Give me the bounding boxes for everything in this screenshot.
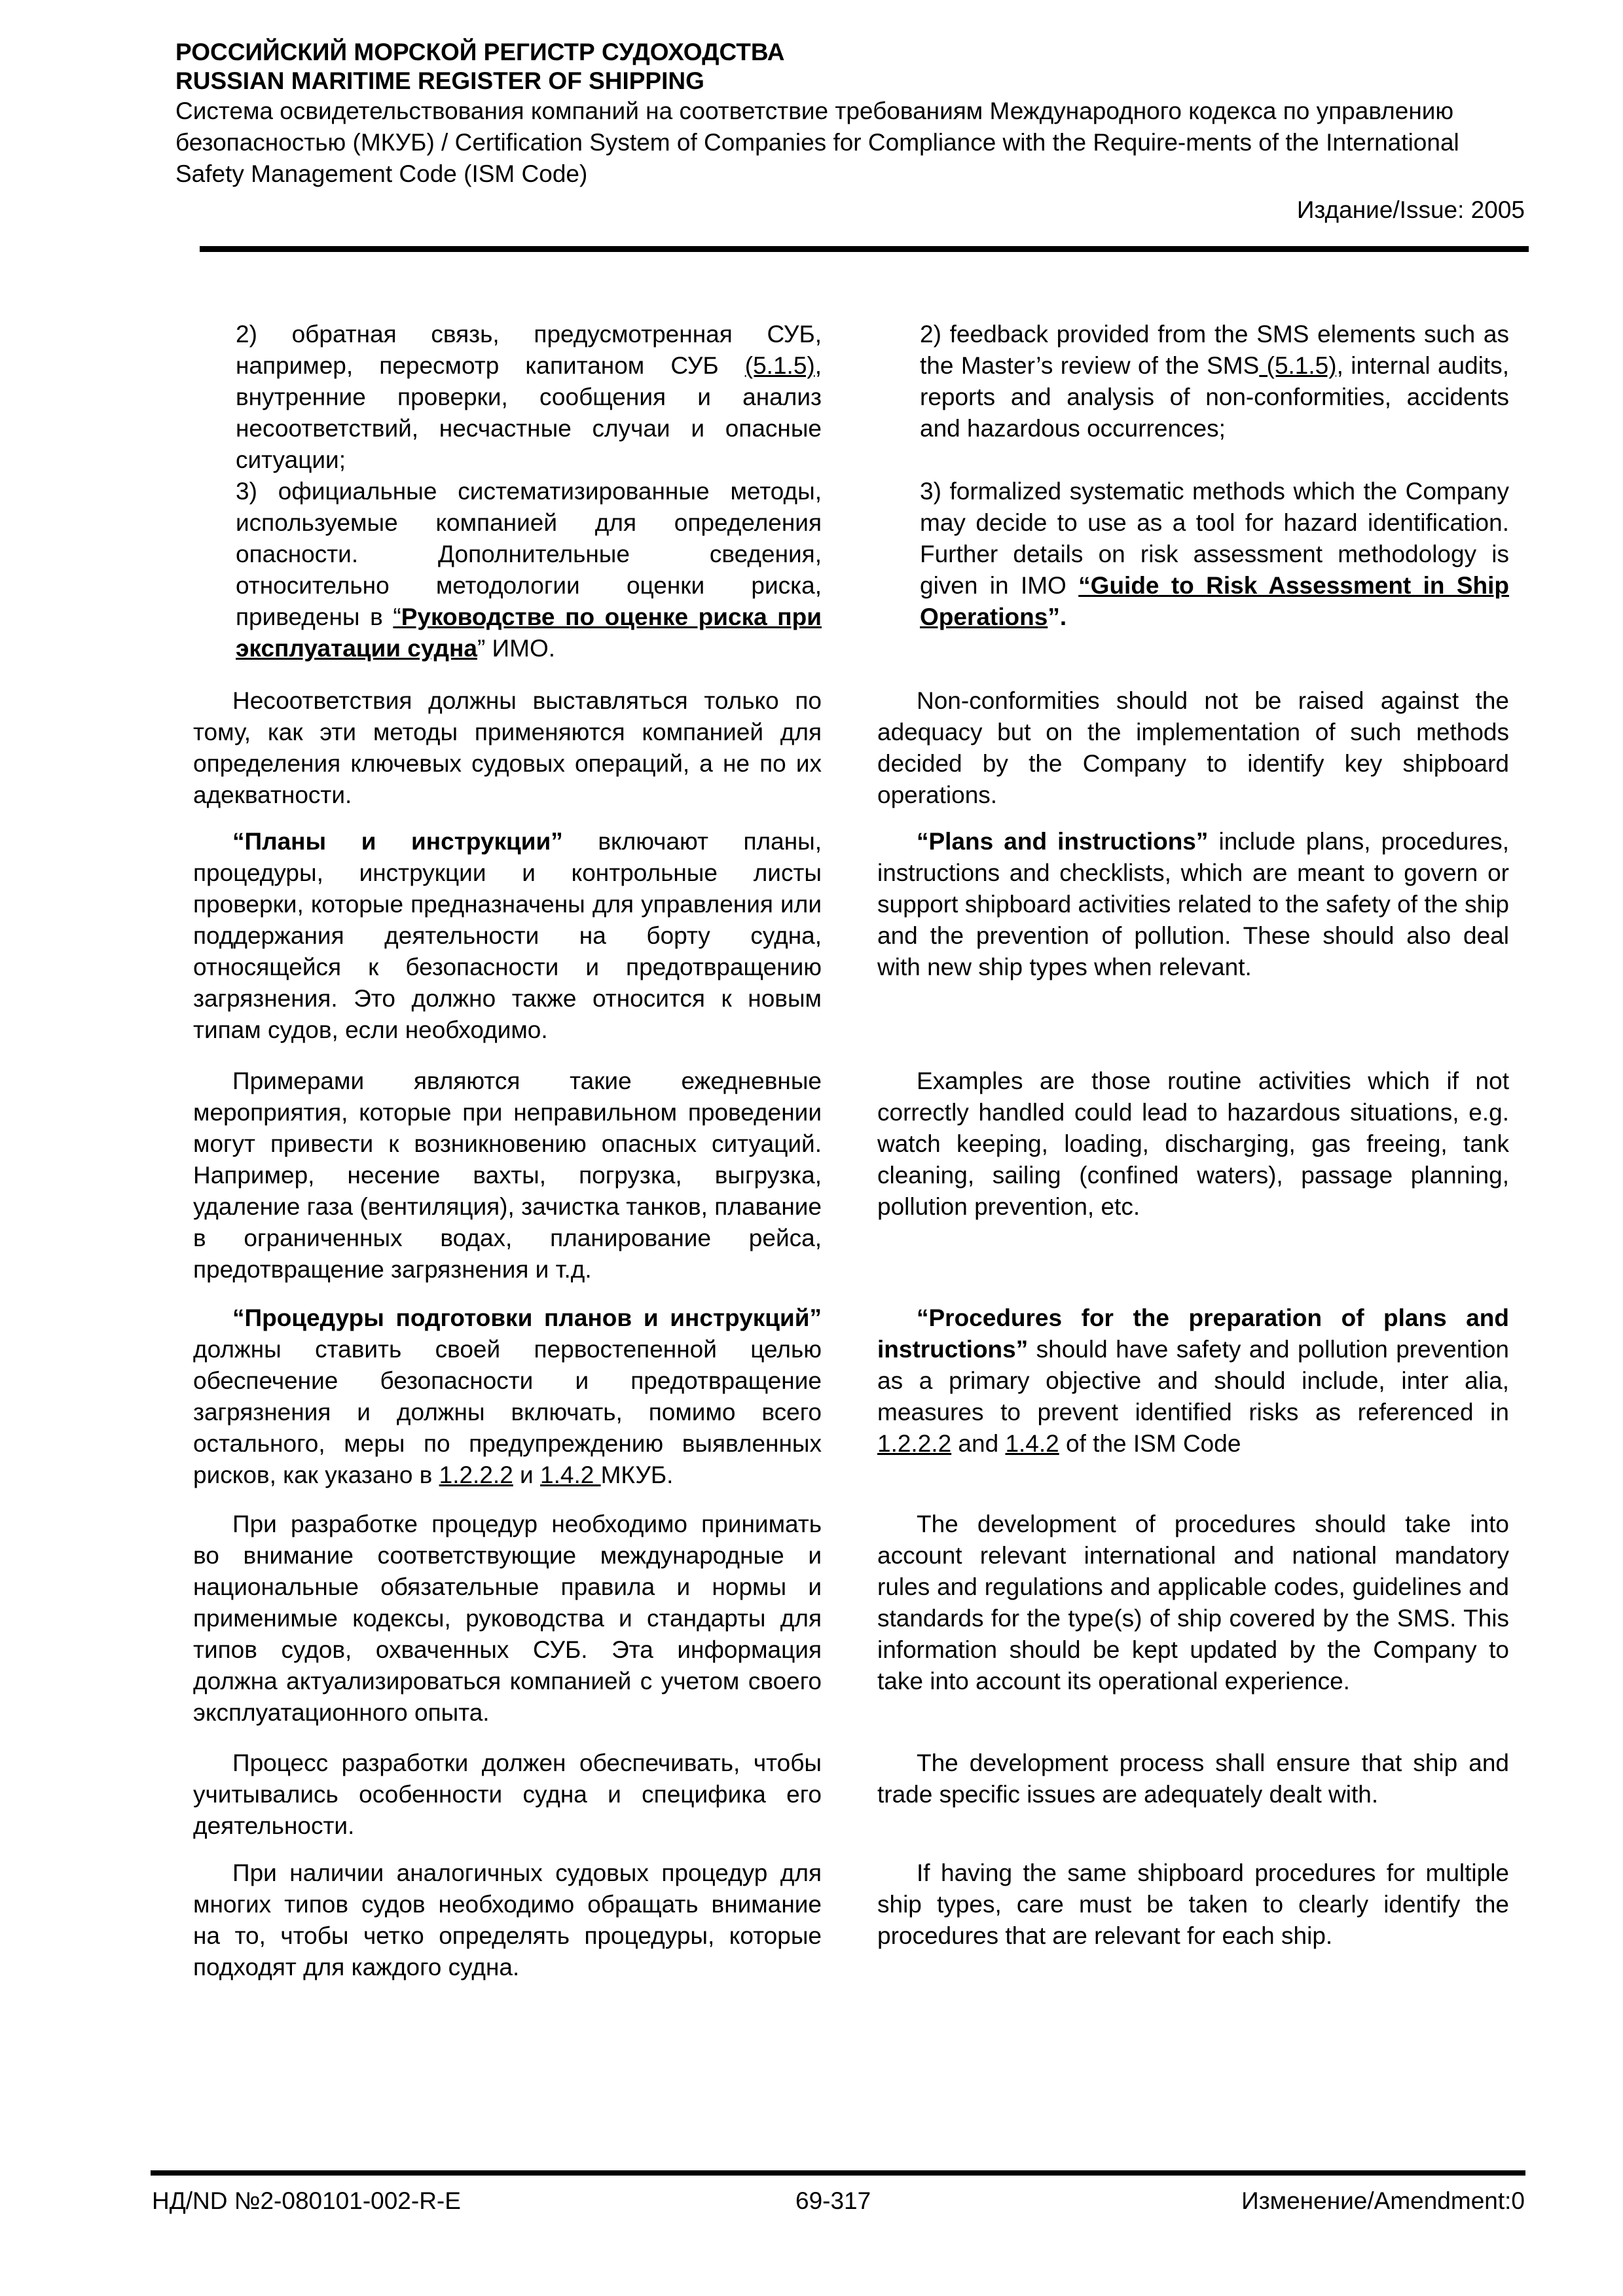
ru-link-5-1-5[interactable]: (5.1.5), <box>744 352 822 379</box>
issue-label: Издание/Issue: 2005 <box>1296 196 1525 223</box>
ru-paragraph-4: “Планы и инструкции” включают планы, процедуры, инструкции и контрольные листы проверки, которые предназначены для управления или поддержания деятельности на борту судна, относящейся к безопасности и предотвращению загрязнения. Это должно также относится к новым типам судов, если необходимо. <box>193 828 822 1043</box>
header-title-ru: РОССИЙСКИЙ МОРСКОЙ РЕГИСТР СУДОХОДСТВА <box>175 39 785 65</box>
en-paragraph-7: The development of procedures should take into account relevant international and national mandatory rules and regulations and applicable codes, guidelines and standards for the type(s) of ship covered by the SMS. This information should be kept updated by the Company to take into account its operational experience. <box>877 1511 1509 1695</box>
en-paragraph-4: “Plans and instructions” include plans, procedures, instructions and checklists, which are meant to govern or support shipboard activities related to the safety of the ship and the prevention of pollution. These should also deal with new ship types when relevant. <box>877 828 1509 980</box>
header-subtitle: Система освидетельствования компаний на соответствие требованиям Международного кодекса по управлению безопасностью (МКУБ) / Certification System of Companies for Compliance with the Require-ments of the International Safety Management Code (ISM Code) <box>175 98 1459 187</box>
en-link-1-4-2[interactable]: 1.4.2 <box>1005 1430 1059 1457</box>
en-link-1-2-2-2[interactable]: 1.2.2.2 <box>877 1430 952 1457</box>
en-paragraph-8: The development process shall ensure that ship and trade specific issues are adequately dealt with. <box>877 1749 1509 1808</box>
ru-paragraph-1: 2) обратная связь, предусмотренная СУБ, например, пересмотр капитаном СУБ (5.1.5), внутренние проверки, сообщения и анализ несоответствий, несчастные случаи и опасные ситуации; <box>236 321 822 473</box>
ru-paragraph-8: Процесс разработки должен обеспечивать, чтобы учитывались особенности судна и специфика его деятельности. <box>193 1749 822 1839</box>
footer-amendment: Изменение/Amendment:0 <box>1241 2187 1525 2214</box>
ru-link-1-4-2[interactable]: 1.4.2 <box>540 1462 601 1488</box>
english-column <box>877 0 1509 2160</box>
russian-column <box>193 0 822 2160</box>
en-paragraph-5: Examples are those routine activities which if not correctly handled could lead to hazardous situations, e.g. watch keeping, loading, discharging, gas freeing, tank cleaning, sailing (confined waters), passage planning, pollution prevention, etc. <box>877 1067 1509 1220</box>
ru-paragraph-3: Несоответствия должны выставляться только по тому, как эти методы применяются компанией для определения ключевых судовых операций, а не по их адекватности. <box>193 687 822 808</box>
en-link-5-1-5[interactable]: (5.1.5), <box>1259 352 1343 379</box>
header-title-en: RUSSIAN MARITIME REGISTER OF SHIPPING <box>175 67 704 94</box>
ru-paragraph-7: При разработке процедур необходимо принимать во внимание соответствующие международные и национальные обязательные правила и нормы и применимые кодексы, руководства и стандарты для типов судов, охваченных СУБ. Эта информация должна актуализироваться компанией с учетом своего эксплуатационного опыта. <box>193 1511 822 1726</box>
footer-page-number: 69-317 <box>795 2187 871 2214</box>
en-paragraph-1: 2) feedback provided from the SMS elements such as the Master’s review of the SMS (5.1.5), internal audits, reports and analysis of non-conformities, accidents and hazardous occurrences; <box>920 321 1509 442</box>
footer-divider <box>151 2170 1525 2176</box>
ru-paragraph-6: “Процедуры подготовки планов и инструкций” должны ставить своей первостепенной целью обеспечение безопасности и предотвращение загрязнения и должны включать, помимо всего остального, меры по предупреждению выявленных рисков, как указано в 1.2.2.2 и 1.4.2 МКУБ. <box>193 1304 822 1488</box>
en-paragraph-2: 3) formalized systematic methods which the Company may decide to use as a tool for hazard identification. Further details on risk assessment methodology is given in IMO “Guide to Risk Assessment in Ship Operations”. <box>920 478 1509 630</box>
ru-paragraph-9: При наличии аналогичных судовых процедур для многих типов судов необходимо обращать внимание на то, чтобы четко определять процедуры, которые подходят для каждого судна. <box>193 1859 822 1981</box>
ru-link-1-2-2-2[interactable]: 1.2.2.2 <box>439 1462 513 1488</box>
en-paragraph-9: If having the same shipboard procedures for multiple ship types, care must be taken to clearly identify the procedures that are relevant for each ship. <box>877 1859 1509 1949</box>
ru-paragraph-2: 3) официальные систематизированные методы, используемые компанией для определения опасности. Дополнительные сведения, относительно методологии оценки риска, приведены в “Руководстве по оценке риска при эксплуатации судна” ИМО. <box>236 478 822 662</box>
en-paragraph-3: Non-conformities should not be raised against the adequacy but on the implementation of such methods decided by the Company to identify key shipboard operations. <box>877 687 1509 808</box>
en-paragraph-6: “Procedures for the preparation of plans and instructions” should have safety and pollution prevention as a primary objective and should include, inter alia, measures to prevent identified risks as referenced in 1.2.2.2 and 1.4.2 of the ISM Code <box>877 1304 1509 1457</box>
ru-paragraph-5: Примерами являются такие ежедневные мероприятия, которые при неправильном проведении могут привести к возникновению опасных ситуаций. Например, несение вахты, погрузка, выгрузка, удаление газа (вентиляция), зачистка танков, плавание в ограниченных водах, планирование рейса, предотвращение загрязнения и т.д. <box>193 1067 822 1283</box>
en-link-risk-guide[interactable]: “Guide to Risk Assessment in Ship Operations <box>920 572 1509 630</box>
ru-link-risk-guide[interactable]: Руководстве по оценке риска при эксплуатации судна <box>236 603 822 662</box>
footer-doc-number: НД/ND №2-080101-002-R-E <box>152 2187 461 2214</box>
